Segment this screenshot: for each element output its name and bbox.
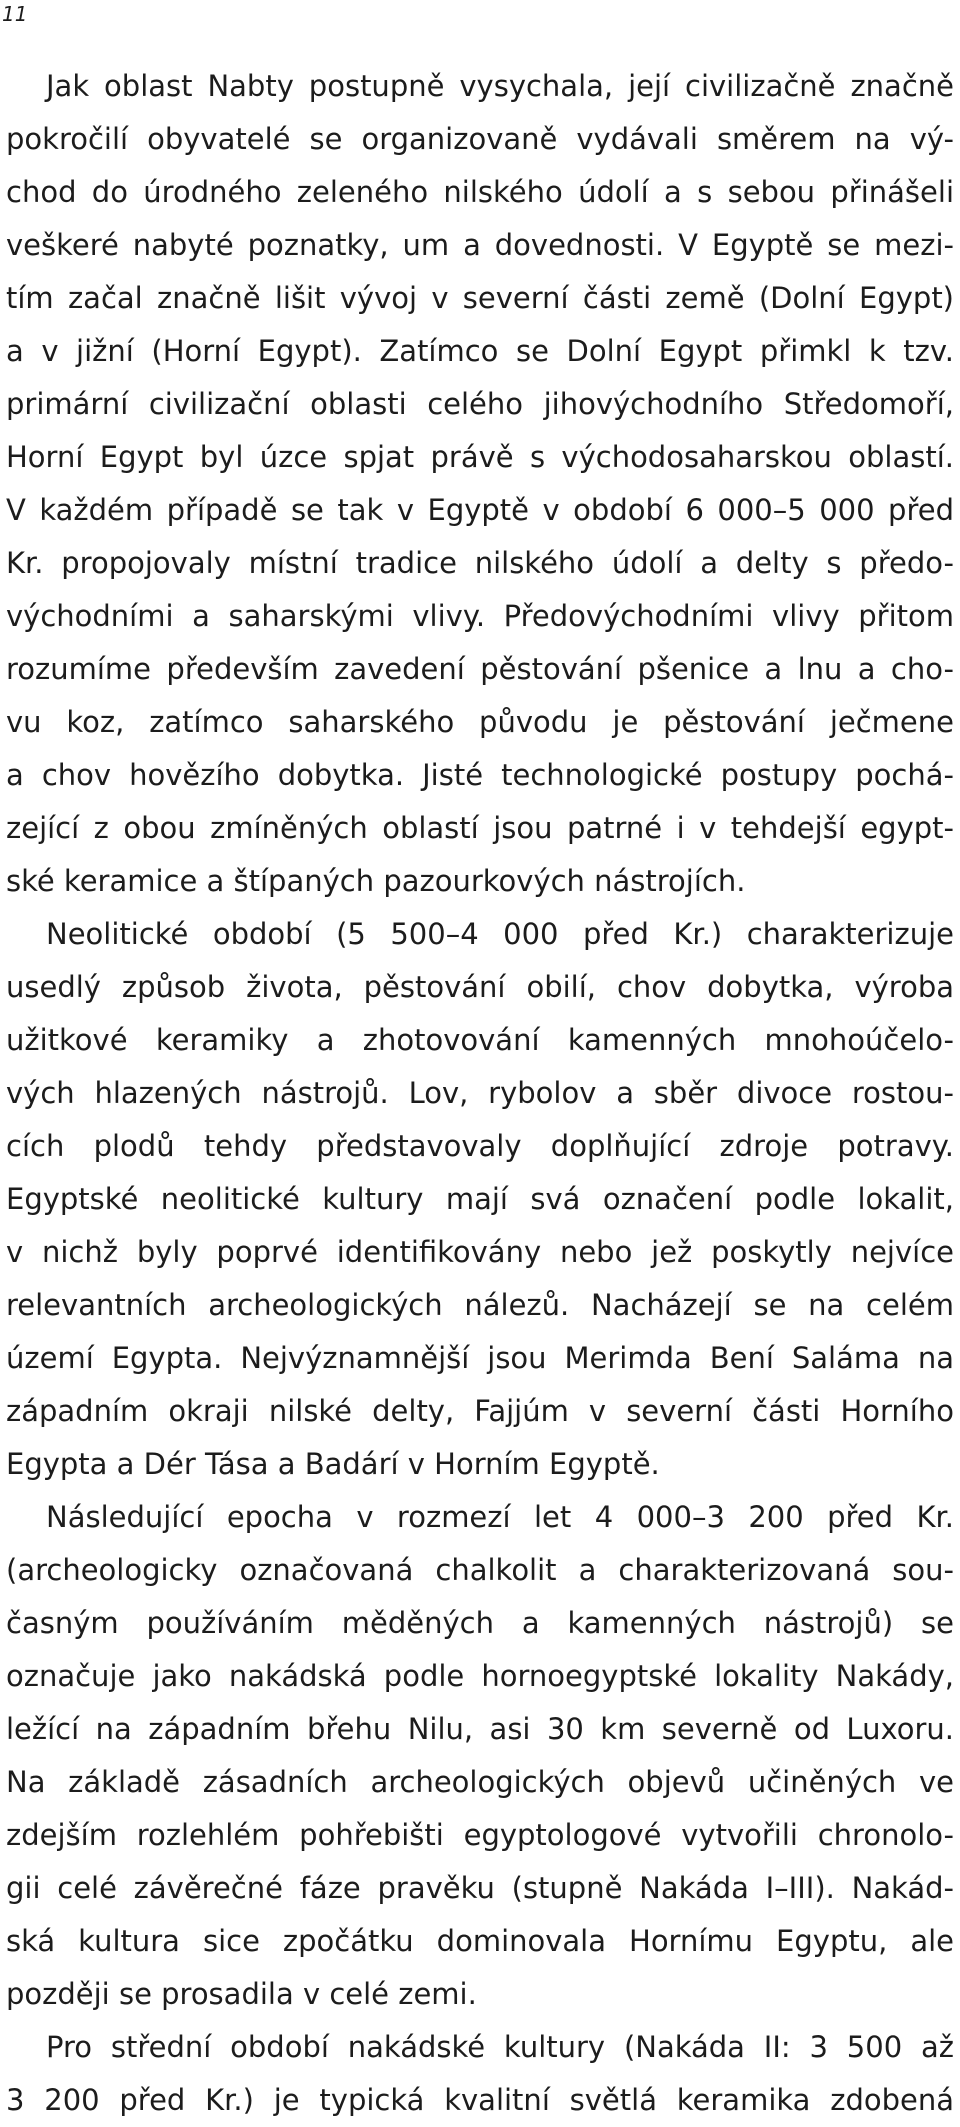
text-line: 3 200 před Kr.) je typická kvalitní světlá keramika zdobená bbox=[6, 2083, 954, 2117]
text-line: Egyptské neolitické kultury mají svá označení podle lokalit, bbox=[6, 1182, 954, 1216]
text-line: V každém případě se tak v Egyptě v období 6 000–5 000 před bbox=[6, 493, 954, 527]
text-line: Na základě zásadních archeologických objevů učiněných ve bbox=[6, 1765, 954, 1799]
text-line: a v jižní (Horní Egypt). Zatímco se Dolní Egypt přimkl k tzv. bbox=[6, 334, 954, 368]
text-line: rozumíme především zavedení pěstování pšenice a lnu a cho- bbox=[6, 652, 954, 686]
page-number: 11 bbox=[2, 2, 28, 26]
text-line: Jak oblast Nabty postupně vysychala, její civilizačně značně bbox=[46, 69, 954, 103]
text-line: západním okraji nilské delty, Fajjúm v severní části Horního bbox=[6, 1394, 954, 1428]
text-line: ská kultura sice zpočátku dominovala Hornímu Egyptu, ale bbox=[6, 1924, 954, 1958]
text-line: chod do úrodného zeleného nilského údolí a s sebou přinášeli bbox=[6, 175, 954, 209]
text-line: Egypta a Dér Tása a Badárí v Horním Egyptě. bbox=[6, 1447, 660, 1481]
text-line: vu koz, zatímco saharského původu je pěstování ječmene bbox=[6, 705, 954, 739]
text-line: časným používáním měděných a kamenných nástrojů) se bbox=[6, 1606, 954, 1640]
text-line: ské keramice a štípaných pazourkových nástrojích. bbox=[6, 864, 746, 898]
text-line: území Egypta. Nejvýznamnější jsou Merimda Bení Saláma na bbox=[6, 1341, 954, 1375]
text-line: Pro střední období nakádské kultury (Nakáda II: 3 500 až bbox=[46, 2030, 954, 2064]
text-line: vých hlazených nástrojů. Lov, rybolov a sběr divoce rostou- bbox=[6, 1076, 954, 1110]
text-line: zdejším rozlehlém pohřebišti egyptologové vytvořili chronolo- bbox=[6, 1818, 954, 1852]
text-line: veškeré nabyté poznatky, um a dovednosti. V Egyptě se mezi- bbox=[6, 228, 954, 262]
text-line: v nichž byly poprvé identifikovány nebo jež poskytly nejvíce bbox=[6, 1235, 954, 1269]
text-line: Horní Egypt byl úzce spjat právě s východosaharskou oblastí. bbox=[6, 440, 954, 474]
text-line: cích plodů tehdy představovaly doplňující zdroje potravy. bbox=[6, 1129, 954, 1163]
text-line: Následující epocha v rozmezí let 4 000–3 200 před Kr. bbox=[46, 1500, 954, 1534]
text-line: východními a saharskými vlivy. Předovýchodními vlivy přitom bbox=[6, 599, 954, 633]
text-line: později se prosadila v celé zemi. bbox=[6, 1977, 477, 2011]
text-line: (archeologicky označovaná chalkolit a charakterizovaná sou- bbox=[6, 1553, 954, 1587]
text-line: Neolitické období (5 500–4 000 před Kr.) charakterizuje bbox=[46, 917, 954, 951]
text-line: užitkové keramiky a zhotovování kamenných mnohoúčelo- bbox=[6, 1023, 954, 1057]
text-line: ležící na západním břehu Nilu, asi 30 km severně od Luxoru. bbox=[6, 1712, 954, 1746]
text-line: tím začal značně lišit vývoj v severní části země (Dolní Egypt) bbox=[6, 281, 954, 315]
text-line: a chov hovězího dobytka. Jisté technologické postupy pochá- bbox=[6, 758, 954, 792]
text-line: označuje jako nakádská podle hornoegyptské lokality Nakády, bbox=[6, 1659, 954, 1693]
text-line: primární civilizační oblasti celého jihovýchodního Středomoří, bbox=[6, 387, 954, 421]
text-line: Kr. propojovaly místní tradice nilského údolí a delty s předo- bbox=[6, 546, 954, 580]
body-text bbox=[6, 60, 954, 2127]
text-line: pokročilí obyvatelé se organizovaně vydávali směrem na vý- bbox=[6, 122, 954, 156]
text-line: zející z obou zmíněných oblastí jsou patrné i v tehdejší egypt- bbox=[6, 811, 954, 845]
text-line: gii celé závěrečné fáze pravěku (stupně Nakáda I–III). Nakád- bbox=[6, 1871, 954, 1905]
text-line: relevantních archeologických nálezů. Nacházejí se na celém bbox=[6, 1288, 954, 1322]
text-line: usedlý způsob života, pěstování obilí, chov dobytka, výroba bbox=[6, 970, 954, 1004]
